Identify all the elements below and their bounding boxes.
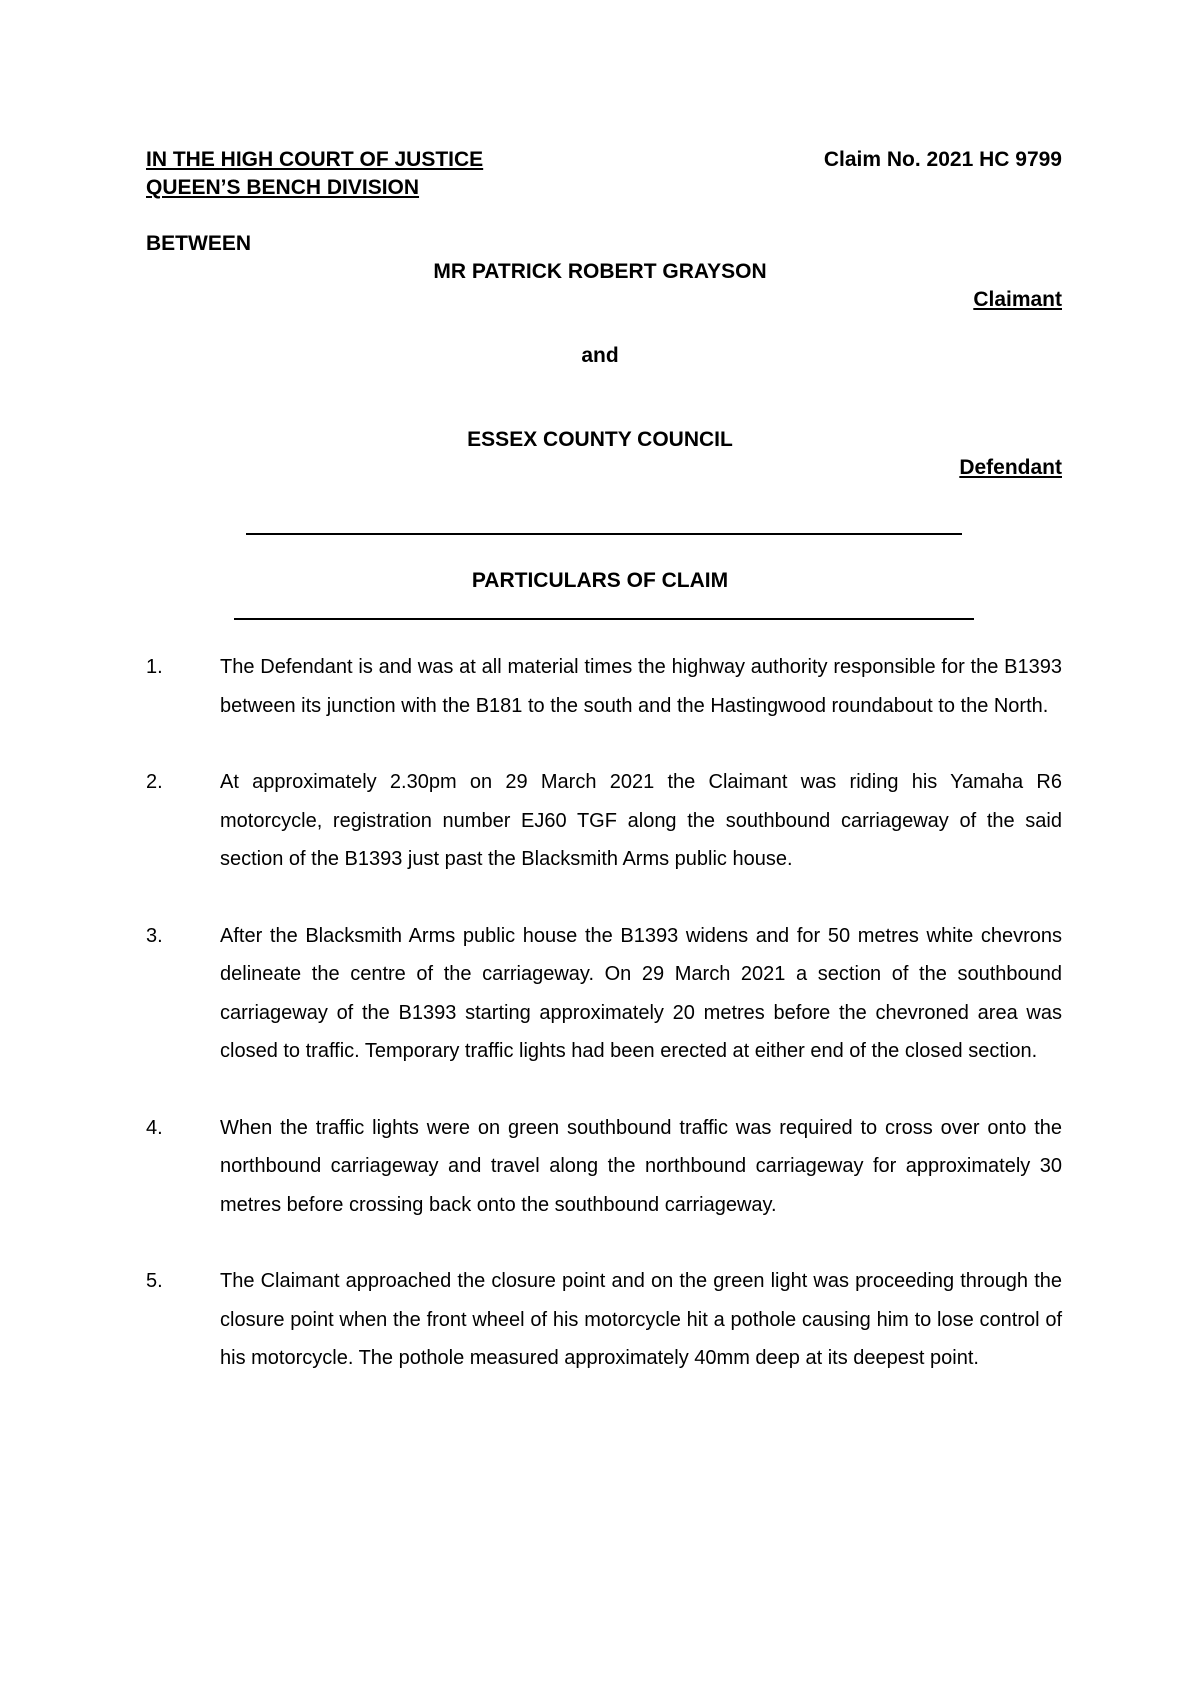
claim-paragraphs bbox=[146, 648, 1062, 1416]
paragraph-number: 5. bbox=[146, 1270, 163, 1292]
paragraph-text: The Defendant is and was at all material times the highway authority responsible for the B1393 between its junction with the B181 to the south and the Hastingwood roundabout to the North. bbox=[220, 656, 1062, 717]
between-label: BETWEEN bbox=[146, 232, 251, 255]
paragraph-text: The Claimant approached the closure point and on the green light was proceeding through the closure point when the front wheel of his motorcycle hit a pothole causing him to lose control of his motorcycle. The pothole measured approximately 40mm deep at its deepest point. bbox=[220, 1270, 1062, 1369]
paragraph-text: At approximately 2.30pm on 29 March 2021 the Claimant was riding his Yamaha R6 motorcycle, registration number EJ60 TGF along the southbound carriageway of the said section of the B1393 just past the Blacksmith Arms public house. bbox=[220, 771, 1062, 870]
defendant-role: Defendant bbox=[959, 456, 1062, 479]
list-item bbox=[146, 763, 1062, 879]
list-item bbox=[146, 648, 1062, 725]
court-division: QUEEN’S BENCH DIVISION bbox=[146, 176, 420, 199]
paragraph-number: 2. bbox=[146, 771, 163, 793]
paragraph-number: 1. bbox=[146, 656, 163, 678]
claimant-name: MR PATRICK ROBERT GRAYSON bbox=[433, 260, 767, 283]
and-label: and bbox=[581, 344, 619, 367]
claimant-role: Claimant bbox=[973, 288, 1062, 311]
list-item bbox=[146, 1109, 1062, 1225]
title-rule-top bbox=[246, 533, 962, 535]
court-heading bbox=[146, 146, 483, 202]
paragraph-text: When the traffic lights were on green southbound traffic was required to cross over onto the northbound carriageway and travel along the northbound carriageway for approximately 30 metres before crossing back onto the southbound carriageway. bbox=[220, 1116, 1062, 1216]
court-name: IN THE HIGH COURT OF JUSTICE bbox=[146, 148, 484, 171]
paragraph-number: 3. bbox=[146, 924, 163, 947]
list-item bbox=[146, 1262, 1062, 1378]
document-title: PARTICULARS OF CLAIM bbox=[471, 569, 729, 592]
list-item bbox=[146, 917, 1062, 1071]
title-rule-bottom bbox=[234, 618, 974, 620]
paragraph-text: After the Blacksmith Arms public house the B1393 widens and for 50 metres white chevrons delineate the centre of the carriageway. On 29 March 2021 a section of the southbound carriageway of the B1393 starting approximately 20 metres before the chevroned area was closed to traffic. Temporary traffic lights had been erected at either end of the closed section. bbox=[220, 924, 1062, 1062]
claim-number: Claim No. 2021 HC 9799 bbox=[823, 148, 1062, 171]
paragraph-number: 4. bbox=[146, 1116, 163, 1139]
defendant-name: ESSEX COUNTY COUNCIL bbox=[467, 428, 733, 451]
